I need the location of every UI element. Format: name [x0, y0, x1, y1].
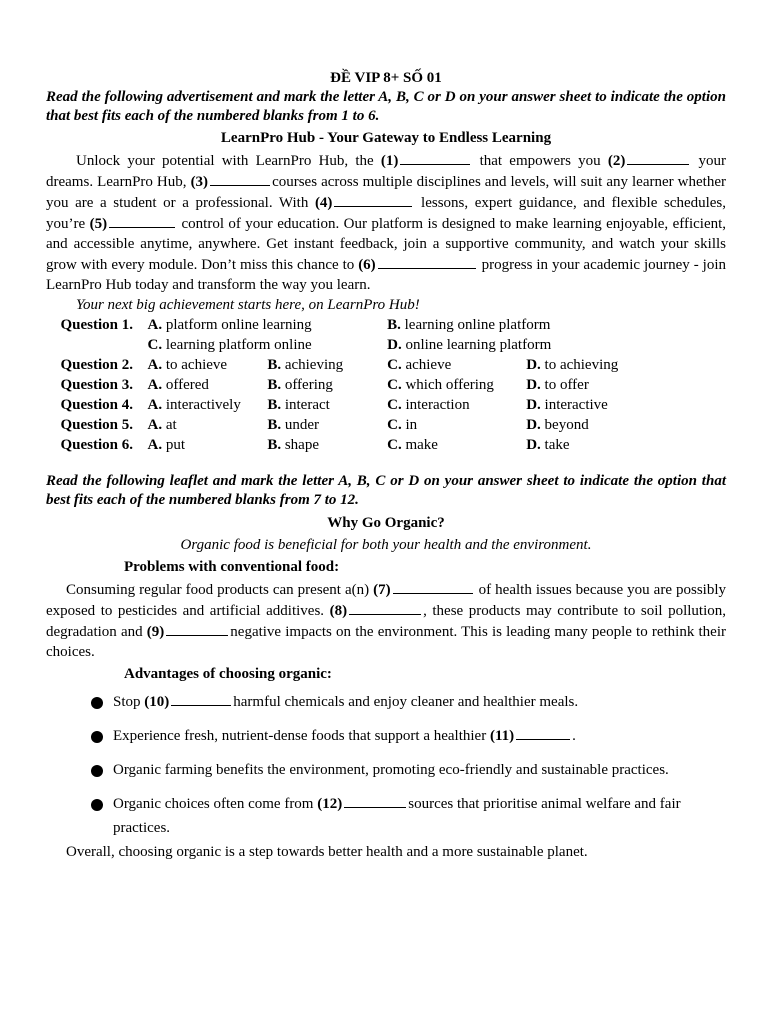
blank-number-10: (10): [144, 694, 170, 710]
option-b[interactable]: B. under: [267, 417, 319, 433]
ad-text-3: your dreams. LearnPro Hub,: [46, 153, 727, 190]
advantages-heading: Advantages of choosing organic:: [124, 666, 332, 682]
question-label: Question 2.: [60, 357, 134, 373]
blank-10: [171, 691, 231, 706]
bullet-icon: [91, 799, 103, 811]
ad-title: LearnPro Hub - Your Gateway to Endless Learning: [220, 130, 552, 146]
question-row-5: [46, 416, 646, 436]
option-d[interactable]: D. take: [526, 437, 570, 453]
option-c[interactable]: C. achieve: [387, 357, 452, 373]
option-c[interactable]: C. learning platform online: [147, 337, 312, 353]
blank-number-2: (2): [607, 153, 626, 169]
blank-number-4: (4): [314, 195, 333, 211]
bullet-icon: [91, 697, 103, 709]
question-row-4: [46, 396, 646, 416]
blank-9: [166, 621, 228, 636]
question-label: Question 3.: [60, 377, 134, 393]
option-d[interactable]: D. to achieving: [526, 357, 619, 373]
problems-heading: Problems with conventional food:: [124, 559, 340, 575]
option-b[interactable]: B. offering: [267, 377, 333, 393]
option-a[interactable]: A. at: [147, 417, 177, 433]
option-c[interactable]: C. interaction: [387, 397, 470, 413]
option-c[interactable]: C. which offering: [387, 377, 494, 393]
blank-3: [210, 171, 270, 186]
option-b[interactable]: B. achieving: [267, 357, 344, 373]
ad-text-7: progress in your academic journey - join LearnPro Hub today and transform the way you learn.: [46, 257, 726, 293]
question-row-2: [46, 356, 646, 376]
ad-slogan: Your next big achievement starts here, on LearnPro Hub!: [76, 297, 420, 313]
leaflet-text-2: of health issues because you are possibly exposed to pesticides and artificial additives.: [46, 582, 726, 619]
option-d[interactable]: D. beyond: [526, 417, 589, 433]
bullet-icon: [91, 731, 103, 743]
option-b[interactable]: B. interact: [267, 397, 330, 413]
list-item: Organic choices often come from (12) sources that prioritise animal welfare and fair practices.: [46, 792, 726, 840]
advantages-list: [46, 690, 726, 840]
part2-instruction: Read the following leaflet and mark the letter A, B, C or D on your answer sheet to indicate the option that best fits each of the numbered blanks from 7 to 12.: [46, 473, 726, 508]
blank-4: [334, 192, 412, 207]
blank-number-8: (8): [329, 603, 348, 619]
question-row-6: [46, 436, 646, 456]
leaflet-text-3: , these products may contribute to soil pollution, degradation and: [46, 603, 726, 640]
bullet-icon: [91, 765, 103, 777]
blank-1: [400, 150, 470, 165]
ad-text-1: Unlock your potential with LearnPro Hub, the: [76, 153, 374, 169]
problems-paragraph: [46, 579, 726, 662]
list-item: Organic farming benefits the environment, promoting eco-friendly and sustainable practices.: [46, 758, 726, 782]
blank-number-9: (9): [146, 624, 165, 640]
question-label: Question 4.: [60, 397, 134, 413]
option-a[interactable]: A. offered: [147, 377, 209, 393]
exam-page: [46, 68, 726, 862]
exam-title: ĐỀ VIP 8+ SỐ 01: [330, 70, 442, 86]
list-item: Experience fresh, nutrient-dense foods that support a healthier (11) .: [46, 724, 726, 748]
question-row-1: [46, 316, 646, 336]
option-a[interactable]: A. to achieve: [147, 357, 228, 373]
option-a[interactable]: A. put: [147, 437, 186, 453]
question-label: Question 1.: [60, 317, 134, 333]
ad-text-4: courses across multiple disciplines and levels, will suit any learner whether you are a student or a professional. With: [46, 174, 726, 211]
blank-2: [627, 150, 689, 165]
ad-text-2: that empowers you: [479, 153, 601, 169]
part1-instruction: Read the following advertisement and mark the letter A, B, C or D on your answer sheet to indicate the option that best fits each of the numbered blanks from 1 to 6.: [46, 89, 726, 124]
option-c[interactable]: C. make: [387, 437, 438, 453]
leaflet-subtitle: Organic food is beneficial for both your health and the environment.: [180, 537, 592, 553]
leaflet-text-4: negative impacts on the environment. This is leading many people to rethink their choices.: [46, 624, 726, 660]
option-d[interactable]: D. interactive: [526, 397, 608, 413]
blank-number-7: (7): [373, 582, 391, 598]
question-label: Question 5.: [60, 417, 134, 433]
option-c[interactable]: C. in: [387, 417, 418, 433]
blank-12: [344, 793, 406, 808]
option-d[interactable]: D. online learning platform: [387, 337, 552, 353]
ad-paragraph: [46, 150, 726, 295]
leaflet-title: Why Go Organic?: [327, 515, 445, 531]
blank-number-11: (11): [489, 728, 515, 744]
blank-number-1: (1): [380, 153, 399, 169]
option-a[interactable]: A. platform online learning: [147, 317, 312, 333]
blank-7: [393, 579, 473, 594]
blank-8: [349, 600, 421, 615]
blank-number-5: (5): [89, 216, 108, 232]
blank-number-3: (3): [190, 174, 209, 190]
leaflet-text-1: Consuming regular food products can present a(n): [66, 582, 370, 598]
option-d[interactable]: D. to offer: [526, 377, 589, 393]
option-b[interactable]: B. learning online platform: [387, 317, 551, 333]
question-label: Question 6.: [60, 437, 134, 453]
blank-6: [378, 254, 476, 269]
option-b[interactable]: B. shape: [267, 437, 319, 453]
list-item: Stop (10) harmful chemicals and enjoy cleaner and healthier meals.: [46, 690, 726, 714]
blank-number-12: (12): [317, 796, 343, 812]
closing-sentence: Overall, choosing organic is a step towards better health and a more sustainable planet.: [66, 844, 588, 860]
blank-number-6: (6): [358, 257, 376, 273]
blank-5: [109, 213, 175, 228]
question-row-3: [46, 376, 646, 396]
ad-text-6: control of your education. Our platform is designed to make learning enjoyable, efficient, and accessible anytime, anywhere. Get instant feedback, join a supportive community, and watch your skills grow with every module. Don’t miss this chance to: [46, 216, 727, 273]
blank-11: [516, 725, 570, 740]
option-a[interactable]: A. interactively: [147, 397, 241, 413]
question-table-1-6: [46, 316, 646, 456]
ad-text-5: lessons, expert guidance, and flexible schedules, you’re: [46, 195, 727, 232]
